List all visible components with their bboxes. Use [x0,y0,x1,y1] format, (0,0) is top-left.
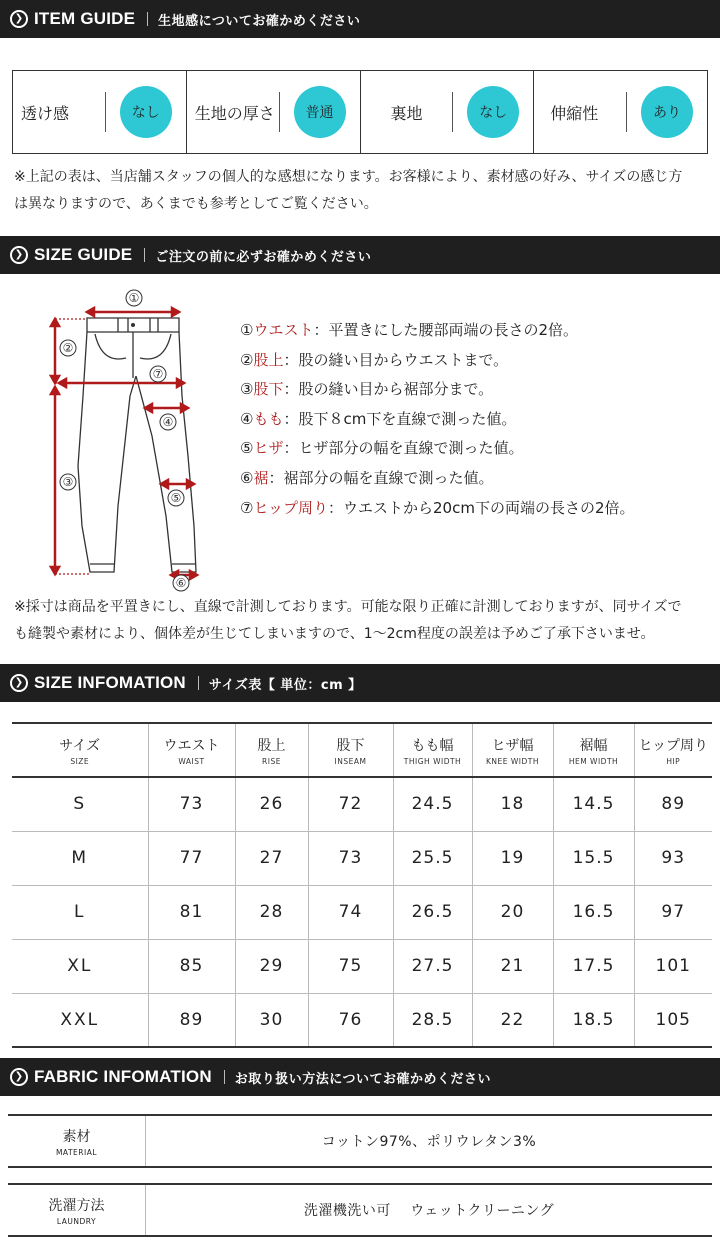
legend-desc: ：ウエストから20cm下の両端の長さの2倍。 [328,498,635,517]
table-cell: 74 [308,885,393,939]
table-cell: 97 [634,885,712,939]
label-ja: 洗濯方法 [48,1197,105,1214]
table-row [12,993,712,1047]
table-cell: 72 [308,777,393,831]
item-guide-cell [13,71,187,153]
item-guide-cell [187,71,361,153]
table-cell: 25.5 [393,831,472,885]
marker-1: ① [128,291,140,305]
table-cell: XL [12,939,148,993]
size-guide-header [0,236,720,274]
chevron-right-icon: ❯ [10,1068,28,1086]
table-cell: XXL [12,993,148,1047]
marker-7: ⑦ [152,367,164,381]
item-guide-value-badge: なし [467,86,519,138]
note-line: ※上記の表は、当店舗スタッフの個人的な感想になります。お客様により、素材感の好み、サイズの感じ方 [14,169,683,185]
table-cell: 81 [148,885,235,939]
legend-key: ヒップ周り [253,498,329,517]
size-guide-note [14,594,714,648]
marker-2: ② [62,341,74,355]
marker-5: ⑤ [170,491,182,505]
legend-desc: ：股の縫い目から裾部分まで。 [283,380,494,399]
marker-4: ④ [162,415,174,429]
table-cell: 14.5 [553,777,634,831]
table-cell: 75 [308,939,393,993]
legend-key: ヒザ [253,439,284,458]
table-cell: 85 [148,939,235,993]
column-header: 股上 RISE [235,723,308,777]
marker-6: ⑥ [175,576,187,590]
legend-num: ④ [240,409,254,428]
item-guide-box [12,70,708,154]
note-line: ※採寸は商品を平置きにし、直線で計測しております。可能な限り正確に計測しておりますが、同サイズで [14,599,682,615]
legend-key: 股下 [253,380,284,399]
legend-item [240,375,635,405]
item-guide-value-badge: 普通 [294,86,346,138]
table-row [12,939,712,993]
column-header: ヒザ幅 KNEE WIDTH [472,723,553,777]
table-cell: 101 [634,939,712,993]
item-guide-value-badge: あり [641,86,693,138]
table-cell: 27 [235,831,308,885]
legend-item [240,494,635,524]
table-cell: 24.5 [393,777,472,831]
column-header: もも幅 THIGH WIDTH [393,723,472,777]
table-cell: 26.5 [393,885,472,939]
divider [626,92,627,132]
section-title: FABRIC INFOMATION [34,1067,212,1086]
divider [279,92,280,132]
size-table [12,722,712,1048]
table-cell: 89 [148,993,235,1047]
laundry-label [8,1185,146,1235]
label-en: LAUNDRY [56,1216,97,1226]
legend-num: ③ [240,380,254,399]
laundry-value: 洗濯機洗い可 ウェットクリーニング [303,1203,555,1219]
table-cell: 15.5 [553,831,634,885]
divider [224,1070,225,1084]
item-guide-label: 生地の厚さ [194,103,275,123]
section-title: ITEM GUIDE [34,9,136,28]
legend-desc: ：股の縫い目からウエストまで。 [283,350,509,369]
table-row [12,885,712,939]
legend-num: ⑦ [240,498,254,517]
pants-diagram [40,286,210,596]
legend-item [240,316,635,346]
table-cell: 18.5 [553,993,634,1047]
column-header: 裾幅 HEM WIDTH [553,723,634,777]
column-header: ヒップ周り HIP [634,723,712,777]
note-line: も縫製や素材により、個体差が生じてしまいますので、1〜2cm程度の誤差は予めご了承下さいませ。 [14,626,655,642]
table-cell: S [12,777,148,831]
legend-num: ⑤ [240,439,254,458]
legend-key: 股上 [253,350,284,369]
table-cell: 27.5 [393,939,472,993]
table-cell: 93 [634,831,712,885]
table-cell: 28.5 [393,993,472,1047]
table-cell: 21 [472,939,553,993]
fabric-info-header [0,1058,720,1096]
laundry-row [8,1183,712,1237]
chevron-right-icon: ❯ [10,674,28,692]
section-subtitle: お取り扱い方法についてお確かめください [234,1071,492,1087]
label-ja: 素材 [62,1128,91,1145]
table-cell: 30 [235,993,308,1047]
table-cell: M [12,831,148,885]
item-guide-label: 裏地 [390,103,423,123]
marker-3: ③ [62,475,74,489]
legend-desc: ：平置きにした腰部両端の長さの2倍。 [313,321,579,339]
legend-num: ⑥ [240,468,254,487]
table-cell: 18 [472,777,553,831]
table-cell: 26 [235,777,308,831]
item-guide-note [14,164,714,218]
divider [147,12,148,26]
divider [452,92,453,132]
table-cell: 89 [634,777,712,831]
section-title: SIZE INFOMATION [34,673,186,692]
table-cell: L [12,885,148,939]
table-cell: 77 [148,831,235,885]
table-cell: 16.5 [553,885,634,939]
size-legend [240,316,635,523]
legend-item [240,464,635,494]
column-header: ウエスト WAIST [148,723,235,777]
section-subtitle: 生地感についてお確かめください [158,13,361,29]
column-header: サイズ SIZE [12,723,148,777]
legend-key: ウエスト [253,321,314,339]
table-header-row [12,723,712,777]
material-row [8,1114,712,1168]
section-title: SIZE GUIDE [34,245,133,264]
legend-desc: ：股下８cm下を直線で測った値。 [283,409,517,428]
divider [105,92,106,132]
column-header: 股下 INSEAM [308,723,393,777]
table-cell: 17.5 [553,939,634,993]
table-cell: 73 [148,777,235,831]
legend-key: 裾 [253,468,269,487]
table-cell: 22 [472,993,553,1047]
legend-item [240,346,635,376]
divider [144,248,145,262]
item-guide-label: 伸縮性 [550,103,599,123]
legend-item [240,434,635,464]
size-info-header [0,664,720,702]
legend-desc: ：ヒザ部分の幅を直線で測った値。 [283,439,524,458]
item-guide-header [0,0,720,38]
table-cell: 105 [634,993,712,1047]
note-line: は異なりますので、あくまでも参考としてご覧ください。 [14,196,378,212]
item-guide-value-badge: なし [120,86,172,138]
item-guide-label: 透け感 [21,103,70,123]
legend-key: もも [253,409,284,428]
label-en: MATERIAL [55,1147,98,1157]
item-guide-cell [534,71,707,153]
chevron-right-icon: ❯ [10,246,28,264]
material-label [8,1116,146,1166]
chevron-right-icon: ❯ [10,10,28,28]
table-cell: 73 [308,831,393,885]
legend-num: ② [240,350,254,369]
table-cell: 28 [235,885,308,939]
legend-item [240,405,635,435]
section-subtitle: ご注文の前に必ずお確かめください [155,249,372,265]
table-cell: 76 [308,993,393,1047]
divider [198,676,199,690]
table-row [12,777,712,831]
legend-num: ① [240,321,254,339]
section-subtitle: サイズ表【 単位：cm 】 [208,677,362,693]
item-guide-cell [361,71,535,153]
table-row [12,831,712,885]
table-cell: 29 [235,939,308,993]
table-cell: 19 [472,831,553,885]
legend-desc: ：裾部分の幅を直線で測った値。 [268,468,494,487]
table-cell: 20 [472,885,553,939]
material-value: コットン97%、ポリウレタン3% [321,1134,537,1150]
